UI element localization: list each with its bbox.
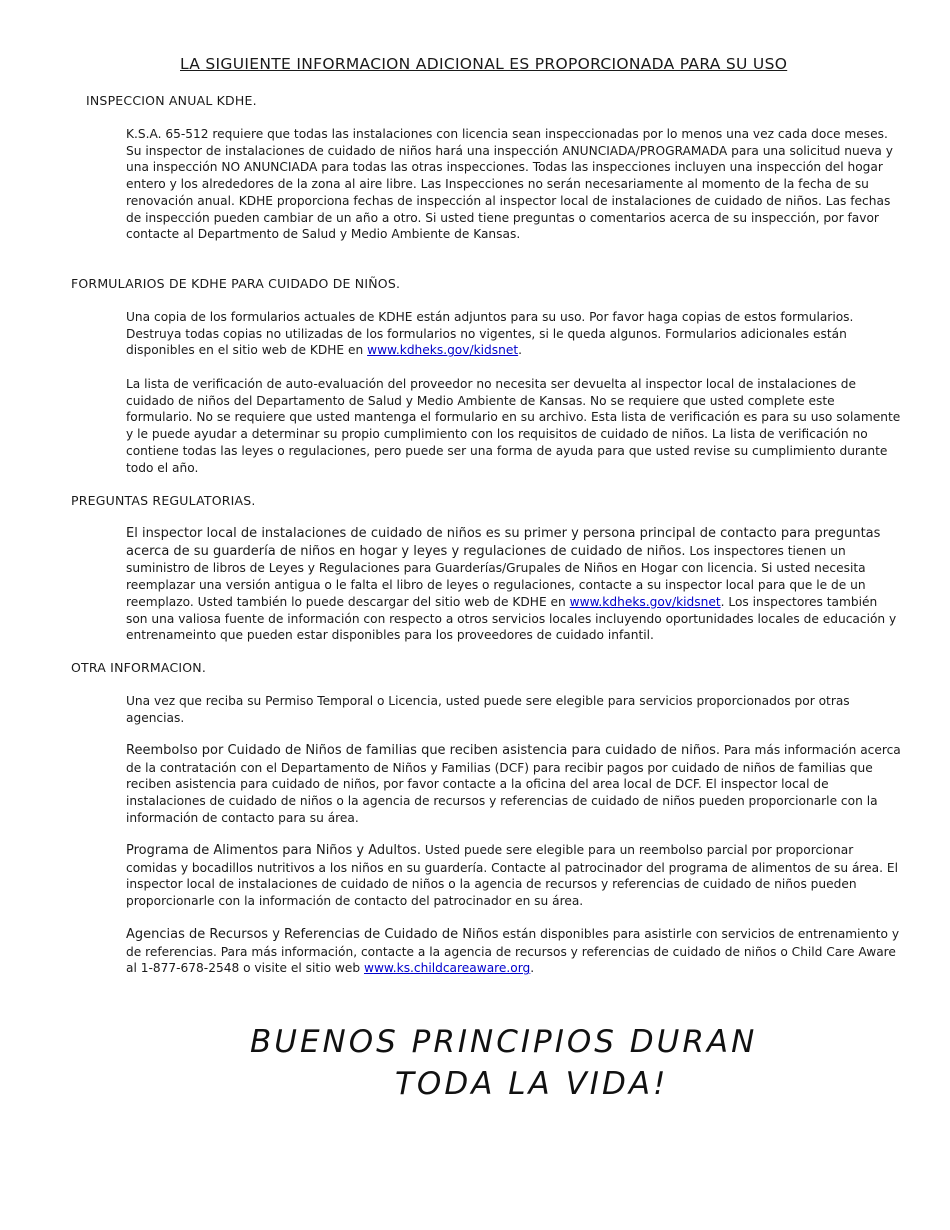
heading-formularios: FORMULARIOS DE KDHE PARA CUIDADO DE NIÑOS.: [71, 276, 401, 291]
kidsnet-link[interactable]: www.kdheks.gov/kidsnet: [367, 343, 519, 358]
paragraph-text: Para más información acerca de la contratación con el Departamento de Niños y Familias (DCF) para recibir pagos por cuidado de niños de familias que reciben asistencia para cuidado de niños, por favor contacte a la oficina del area local de DCF. El inspector local de instalaciones de cuidado de niños o la agencia de recursos y referencias de cuidado de niños pueden proporcionarle con la información de contacto para su área.: [126, 743, 901, 825]
paragraph-permiso-temporal: Una vez que reciba su Permiso Temporal o Licencia, usted puede sere elegible para servicios proporcionados por otras agencias.: [126, 694, 850, 725]
paragraph-formularios-copia: [126, 309, 902, 359]
paragraph-preguntas: [126, 525, 902, 644]
paragraph-inspeccion: K.S.A. 65-512 requiere que todas las instalaciones con licencia sean inspeccionadas por lo menos una vez cada doce meses. Su inspector de instalaciones de cuidado de niños hará una inspección ANUNCIADA/PROGRAMADA para una solicitud nueva y una inspección NO ANUNCIADA para todas las otras inspecciones. Todas las inspecciones incluyen una inspección del hogar entero y los alrededores de la zona al aire libre. Las Inspecciones no serán necesariamente al momento de la fecha de su renovación anual. KDHE proporciona fechas de inspección al inspector local de instalaciones de cuidado de niños. Las fechas de inspección pueden cambiar de un año a otro. Si usted tiene preguntas o comentarios acerca de su inspección, por favor contacte al Departmento de Salud y Medio Ambiente de Kansas.: [126, 127, 893, 242]
paragraph-programa-alimentos: [126, 842, 902, 910]
paragraph-text: . Los inspectores también son una valiosa fuente de información con respecto a otros servicios locales incluyendo oportunidades locales de educación y entrenameinto que pueden estar disponibles para los proveedores de cuidado infantil.: [126, 594, 897, 643]
slogan-line-2: TODA LA VIDA!: [395, 1066, 669, 1102]
paragraph-text: están disponibles para asistirle con servicios de entrenamiento y de referencias. Para más información, contacte a la agencia de recursos y referencias de cuidado de niños o Child Care Aware al 1-877-678-2548 o visite el sitio web: [126, 927, 900, 976]
paragraph-lead: Programa de Alimentos para Niños y Adultos.: [126, 843, 421, 858]
heading-otra-informacion: OTRA INFORMACION.: [71, 660, 207, 675]
paragraph-lead: El inspector local de instalaciones de cuidado de niños es su primer y persona principal de contacto para preguntas acerca de su guardería de niños en hogar y leyes y regulaciones de cuidado de niños.: [126, 526, 881, 559]
childcareaware-link[interactable]: www.ks.childcareaware.org: [363, 961, 531, 976]
paragraph-agencias-recursos: [126, 926, 902, 977]
paragraph-lead: Agencias de Recursos y Referencias de Cuidado de Niños: [126, 927, 499, 942]
paragraph-lista-verificacion: La lista de verificación de auto-evaluación del proveedor no necesita ser devuelta al inspector local de instalaciones de cuidado de niños del Departamento de Salud y Medio Ambiente de Kansas. No se requiere que usted complete este formulario. No se requiere que usted mantenga el formulario en su archivo. Esta lista de verificación es para su uso solamente y le puede ayudar a determinar su propio cumplimiento con los requisitos de cuidado de niños. La lista de verificación no contiene todas las leyes o regulaciones, pero puede ser una forma de ayuda para que usted revise su cumplimiento durante todo el año.: [126, 377, 901, 475]
heading-inspeccion-anual: INSPECCION ANUAL KDHE.: [86, 93, 257, 108]
paragraph-reembolso: [126, 742, 902, 827]
paragraph-text: Los inspectores tienen un suministro de libros de Leyes y Regulaciones para Guarderías/Grupales de Niños en Hogar con licencia. Si usted necesita reemplazar una versión antigua o le falta el libro de leyes o regulaciones, contacte a su inspector local para que le de un reemplazo. Usted también lo puede descargar del sitio web de KDHE en: [126, 543, 866, 609]
heading-preguntas-regulatorias: PREGUNTAS REGULATORIAS.: [71, 493, 256, 508]
paragraph-text: Una copia de los formularios actuales de KDHE están adjuntos para su uso. Por favor haga copias de estos formularios. Destruya todas copias no utilizadas de los formularios no vigentes, si le queda algunos. Formularios adicionales están disponibles en el sitio web de KDHE en: [126, 310, 854, 358]
paragraph-end: .: [530, 961, 535, 976]
page-title: LA SIGUIENTE INFORMACION ADICIONAL ES PROPORCIONADA PARA SU USO: [180, 55, 788, 73]
paragraph-end: .: [518, 343, 522, 358]
kidsnet-link[interactable]: www.kdheks.gov/kidsnet: [569, 594, 721, 609]
slogan-line-1: BUENOS PRINCIPIOS DURAN: [250, 1024, 758, 1060]
paragraph-lead: Reembolso por Cuidado de Niños de familias que reciben asistencia para cuidado de niños.: [126, 743, 720, 758]
paragraph-text: Usted puede sere elegible para un reembolso parcial por proporcionar comidas y bocadillos nutritivos a los niños en su guardería. Contacte al patrocinador del programa de alimentos de su área. El inspector local de instalaciones de cuidado de niños o la agencia de recursos y referencias de cuidado de niños pueden proporcionarle con la información de contacto del patrocinador en su área.: [126, 843, 898, 909]
